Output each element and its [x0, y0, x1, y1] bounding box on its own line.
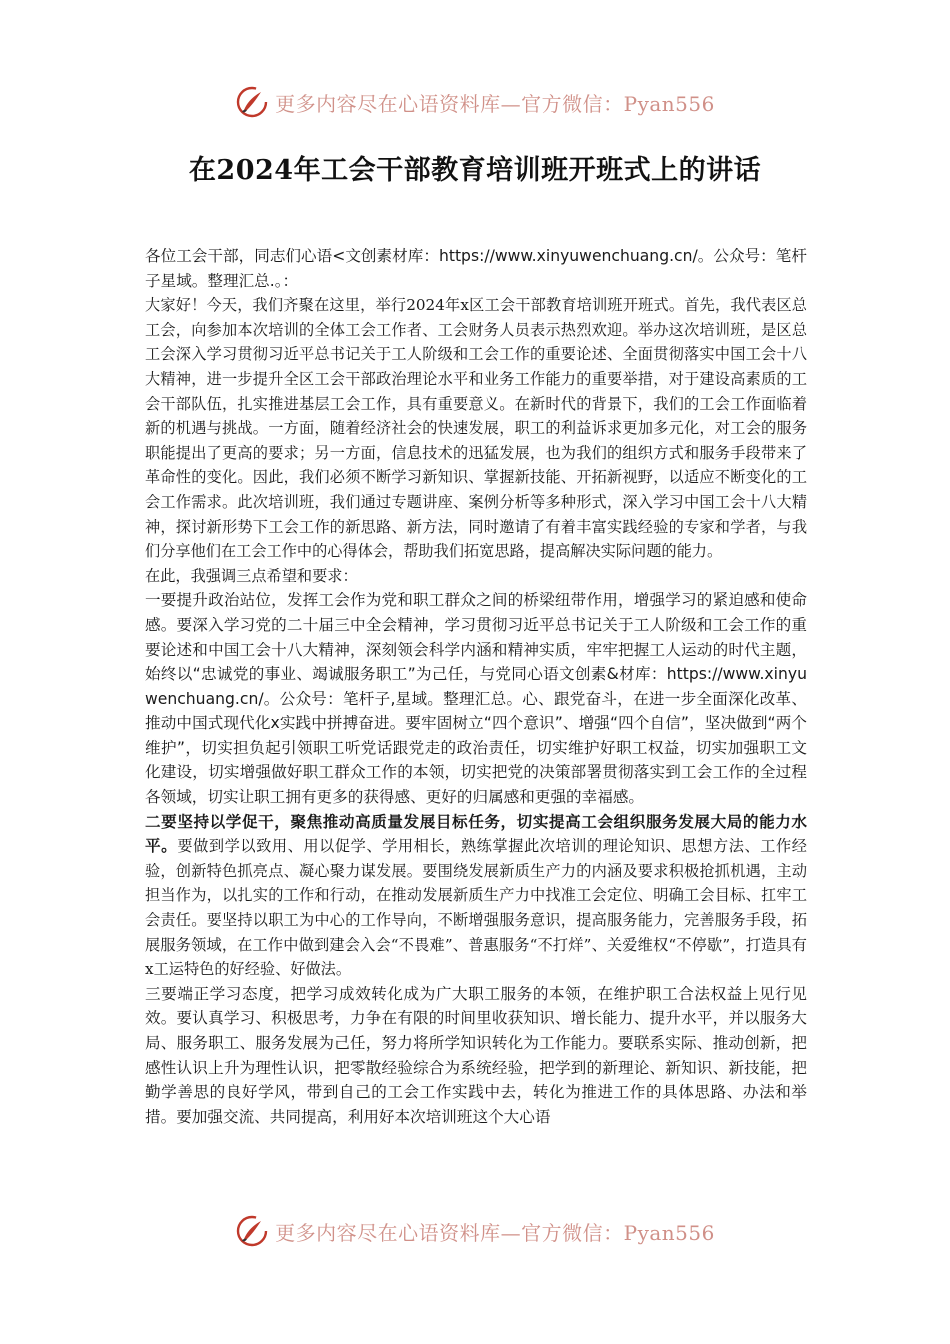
- requirement-two-paragraph: [145, 810, 807, 982]
- requirement-one-paragraph: 一要提升政治站位，发挥工会作为党和职工群众之间的桥梁纽带作用，增强学习的紧迫感和使命感。要深入学习党的二十届三中全会精神，学习贯彻习近平总书记关于工人阶级和工会工作的重要论述和中国工会十八大精神，深刻领会科学内涵和精神实质，牢牢把握工人运动的时代主题，始终以“忠诚党的事业、竭诚服务职工”为己任，与党同心语文创素&材库：https://www.xinyuwenchuang.cn/。公众号：笔杆子,星域。整理汇总。心、跟党奋斗，在进一步全面深化改革、推动中国式现代化x实践中拼搏奋进。要牢固树立“四个意识”、增强“四个自信”，坚决做到“两个维护”，切实担负起引领职工听党话跟党走的政治责任，切实维护好职工权益，切实加强职工文化建设，切实增强做好职工群众工作的本领，切实把党的决策部署贯彻落实到工会工作的全过程各领域，切实让职工拥有更多的获得感、更好的归属感和更强的幸福感。: [145, 591, 807, 807]
- requirement-three-paragraph: 三要端正学习态度，把学习成效转化成为广大职工服务的本领，在维护职工合法权益上见行见效。要认真学习、积极思考，力争在有限的时间里收获知识、增长能力、提升水平，并以服务大局、服务职工、服务发展为己任，努力将所学知识转化为工作能力。要联系实际、推动创新，把感性认识上升为理性认识，把零散经验综合为系统经验，把学到的新理论、新知识、新技能，把勤学善思的良好学风，带到自己的工会工作实践中去，转化为推进工作的具体思路、办法和举措。要加强交流、共同提高，利用好本次培训班这个大心语: [145, 984, 807, 1126]
- document-body: [145, 244, 807, 1129]
- document-title: 在2024年工会干部教育培训班开班式上的讲话: [188, 155, 762, 186]
- banner-text: 更多内容尽在心语资料库—官方微信：Pyan556: [275, 1220, 715, 1245]
- brush-logo-icon: [235, 85, 269, 119]
- requirement-two-body: 要做到学以致用、用以促学、学用相长，熟练掌握此次培训的理论知识、思想方法、工作经验，创新特色抓亮点、凝心聚力谋发展。要围绕发展新质生产力的内涵及要求积极抢抓机遇，主动担当作为，以扎实的工作和行动，在推动发展新质生产力中找准工会定位、明确工会目标、扛牢工会责任。要坚持以职工为中心的工作导向，不断增强服务意识，提高服务能力，完善服务手段，拓展服务领域，在工作中做到建会入会“不畏难”、普惠服务“不打烊”、关爱维权“不停歇”，打造具有x工运特色的好经验、好做法。: [145, 837, 807, 979]
- greeting-paragraph: 各位工会干部，同志们心语<文创素材库：https://www.xinyuwenchuang.cn/。公众号：笔杆子星域。整理汇总.。：: [145, 247, 807, 290]
- footer-banner: [0, 1211, 950, 1251]
- header-banner: [0, 82, 950, 122]
- requirements-intro: 在此，我强调三点希望和要求：: [145, 566, 358, 585]
- requirement-two-lead: 二要坚持以学促干，聚焦推动高质量发展目标任务，切实提高工会组织服务发展大局的能力水平。: [145, 812, 807, 856]
- banner-text: 更多内容尽在心语资料库—官方微信：Pyan556: [275, 91, 715, 116]
- intro-paragraph: 大家好！今天，我们齐聚在这里，举行2024年x区工会干部教育培训班开班式。首先，我代表区总工会，向参加本次培训的全体工会工作者、工会财务人员表示热烈欢迎。举办这次培训班，是区总工会深入学习贯彻习近平总书记关于工人阶级和工会工作的重要论述、全面贯彻落实中国工会十八大精神，进一步提升全区工会干部政治理论水平和业务工作能力的重要举措，对于建设高素质的工会干部队伍，扎实推进基层工会工作，具有重要意义。在新时代的背景下，我们的工会工作面临着新的机遇与挑战。一方面，随着经济社会的快速发展，职工的利益诉求更加多元化，对工会的服务职能提出了更高的要求；另一方面，信息技术的迅猛发展，也为我们的组织方式和服务手段带来了革命性的变化。因此，我们必须不断学习新知识、掌握新技能、开拓新视野，以适应不断变化的工会工作需求。此次培训班，我们通过专题讲座、案例分析等多种形式，深入学习中国工会十八大精神，探讨新形势下工会工作的新思路、新方法，同时邀请了有着丰富实践经验的专家和学者，与我们分享他们在工会工作中的心得体会，帮助我们拓宽思路，提高解决实际问题的能力。: [145, 296, 807, 561]
- brush-logo-icon: [235, 1214, 269, 1248]
